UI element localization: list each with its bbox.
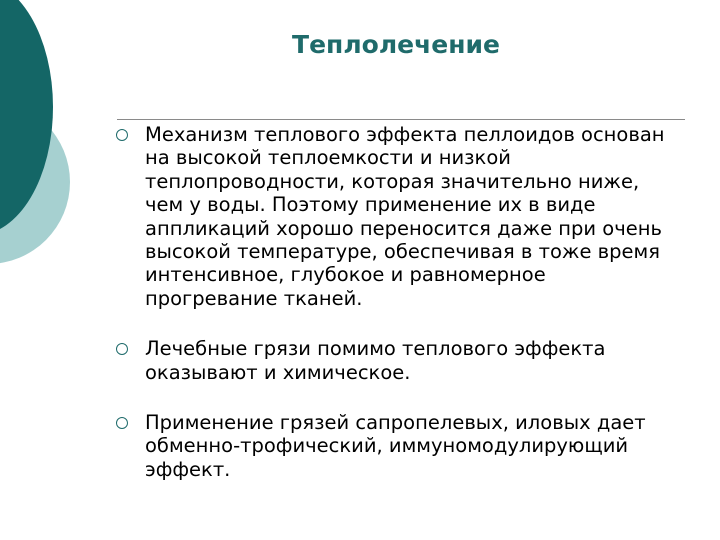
title-divider	[117, 119, 685, 120]
bullet-text: Применение грязей сапропелевых, иловых дает обменно-трофический, иммуномодулирующий эффект.	[145, 411, 646, 481]
bullet-item	[116, 337, 676, 384]
bullet-item	[116, 123, 676, 310]
bullet-item	[116, 411, 676, 481]
bullet-text: Лечебные грязи помимо теплового эффекта оказывают и химическое.	[145, 337, 606, 384]
slide-title: Теплолечение	[292, 30, 500, 59]
bullet-text: Механизм теплового эффекта пеллоидов основан на высокой теплоемкости и низкой теплопроводности, которая значительно ниже, чем у воды. Поэтому применение их в виде аппликаций хорошо переносится даже при очень высокой температуре, обеспечивая в тоже время интенсивное, глубокое и равномерное прогревание тканей.	[145, 123, 665, 310]
ring-bullet-icon	[116, 129, 128, 141]
ring-bullet-icon	[116, 417, 128, 429]
ring-bullet-icon	[116, 343, 128, 355]
bullet-list	[116, 123, 676, 508]
decorative-circles	[0, 0, 110, 300]
